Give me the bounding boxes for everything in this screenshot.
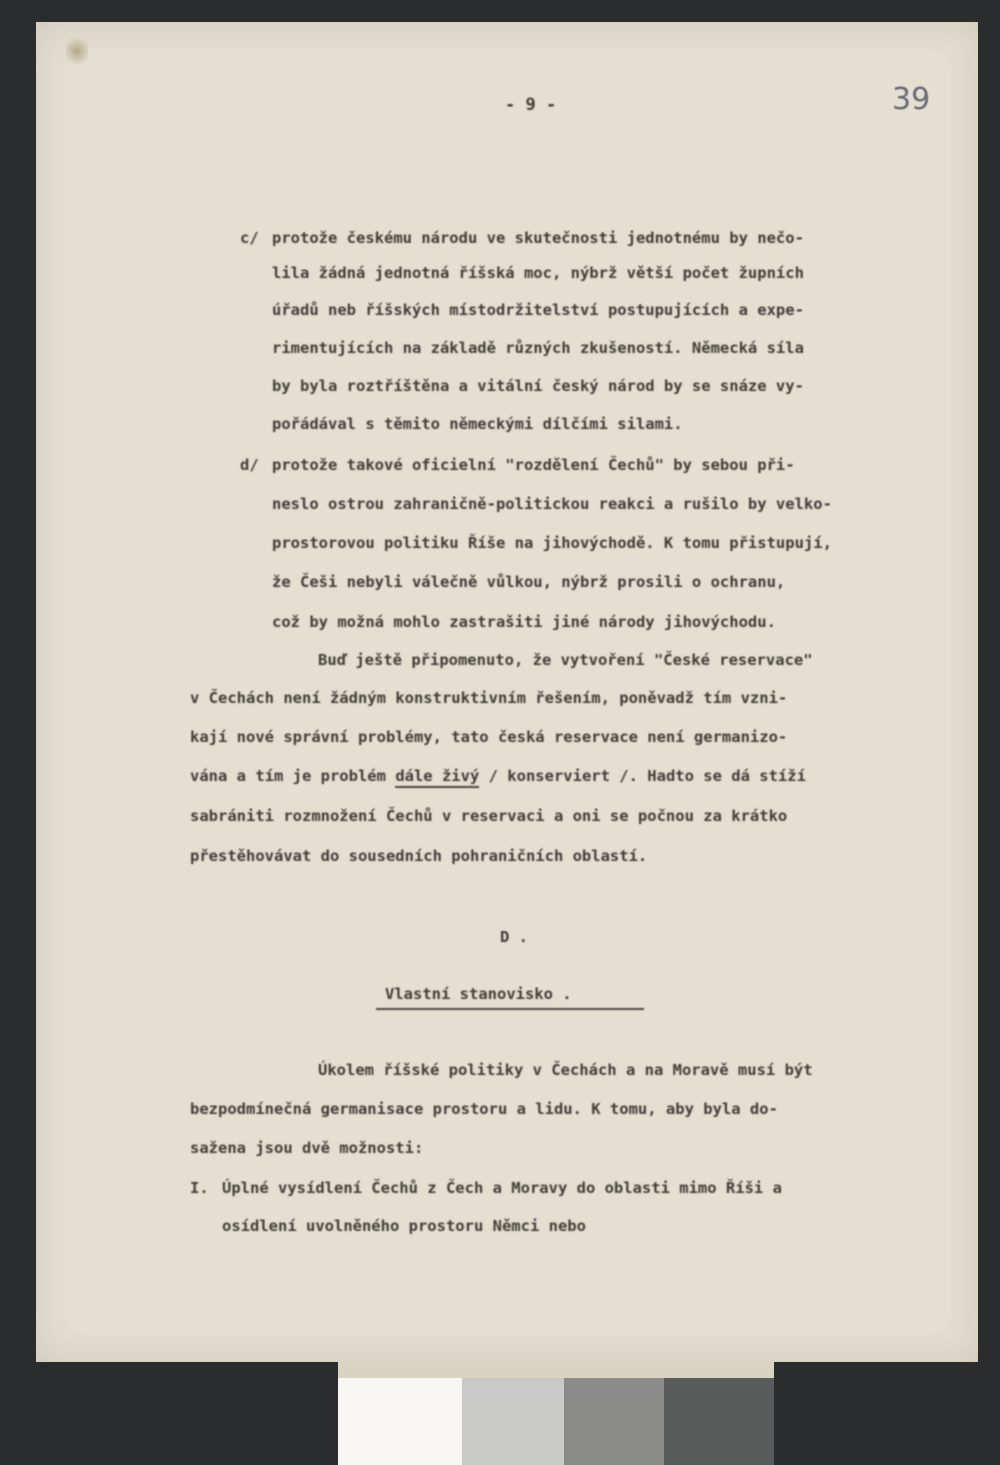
paragraph-line: kají nové správní problémy, tato česká reservace není germanizo- [190,728,788,746]
paragraph-line: Buď ještě připomenuto, že vytvoření "České reservace" [318,651,813,669]
list-marker-c: c/ [240,229,259,247]
paragraph-line: přestěhovávat do sousedních pohraničních oblastí. [190,847,648,865]
item-c-line: úřadů neb říšských místodržitelství postupujících a expe- [272,301,804,319]
item-d-line: neslo ostrou zahraničně-politickou reakci a rušilo by velko- [272,495,832,513]
paragraph-line-end: / konserviert /. Hadto se dá stíží [479,767,806,785]
item-c-line: by byla roztříštěna a vitální český národ by se snáze vy- [272,377,804,395]
paragraph-line [190,766,806,786]
page-number: - 9 - [505,95,557,115]
paragraph-line: v Čechách není žádným konstruktivním řešením, poněvadž tím vzni- [190,689,788,707]
list-line: osídlení uvolněného prostoru Němci nebo [222,1217,586,1235]
item-c-line: rimentujících na základě různých zkušeností. Německá síla [272,339,804,357]
item-c-line: pořádával s těmito německými dílčími silami. [272,415,683,433]
section-title-underline [376,1008,644,1010]
item-c-line: lila žádná jednotná říšská moc, nýbrž větší počet župních [272,264,804,282]
item-c-line: protože českému národu ve skutečnosti jednotnému by nečo- [272,229,804,247]
underlined-phrase: dále živý [395,767,479,788]
item-d-line: prostorovou politiku Říše na jihovýchodě. K tomu přistupují, [272,534,832,552]
paragraph-line: Úkolem říšské politiky v Čechách a na Moravě musí být [318,1061,813,1079]
item-d-line: což by možná mohlo zastrašiti jiné národy jihovýchodu. [272,613,776,631]
paper-stain [66,34,88,68]
paragraph-line: sabrániti rozmnožení Čechů v reservaci a oni se počnou za krátko [190,807,788,825]
color-swatch-mid-gray [564,1378,664,1465]
item-d-line: že Češi nebyli válečně vůlkou, nýbrž prosili o ochranu, [272,573,786,591]
section-title: Vlastní stanovisko . [385,985,572,1003]
color-swatch-light-gray [462,1378,564,1465]
list-marker-i: I. [190,1179,209,1197]
section-letter: D . [500,928,528,946]
item-d-line: protože takové oficielní "rozdělení Čechů" by sebou při- [272,456,795,474]
color-swatch-dark-gray [664,1378,774,1465]
paragraph-line-start: vána a tím je problém [190,767,396,785]
list-line: Úplné vysídlení Čechů z Čech a Moravy do oblasti mimo Říši a [222,1179,782,1197]
paragraph-line: sažena jsou dvě možnosti: [190,1139,424,1157]
archive-folio-number: 39 [892,82,931,117]
list-marker-d: d/ [240,456,259,474]
color-swatch-white [338,1378,462,1465]
paragraph-line: bezpodmínečná germanisace prostoru a lidu. K tomu, aby byla do- [190,1100,778,1118]
